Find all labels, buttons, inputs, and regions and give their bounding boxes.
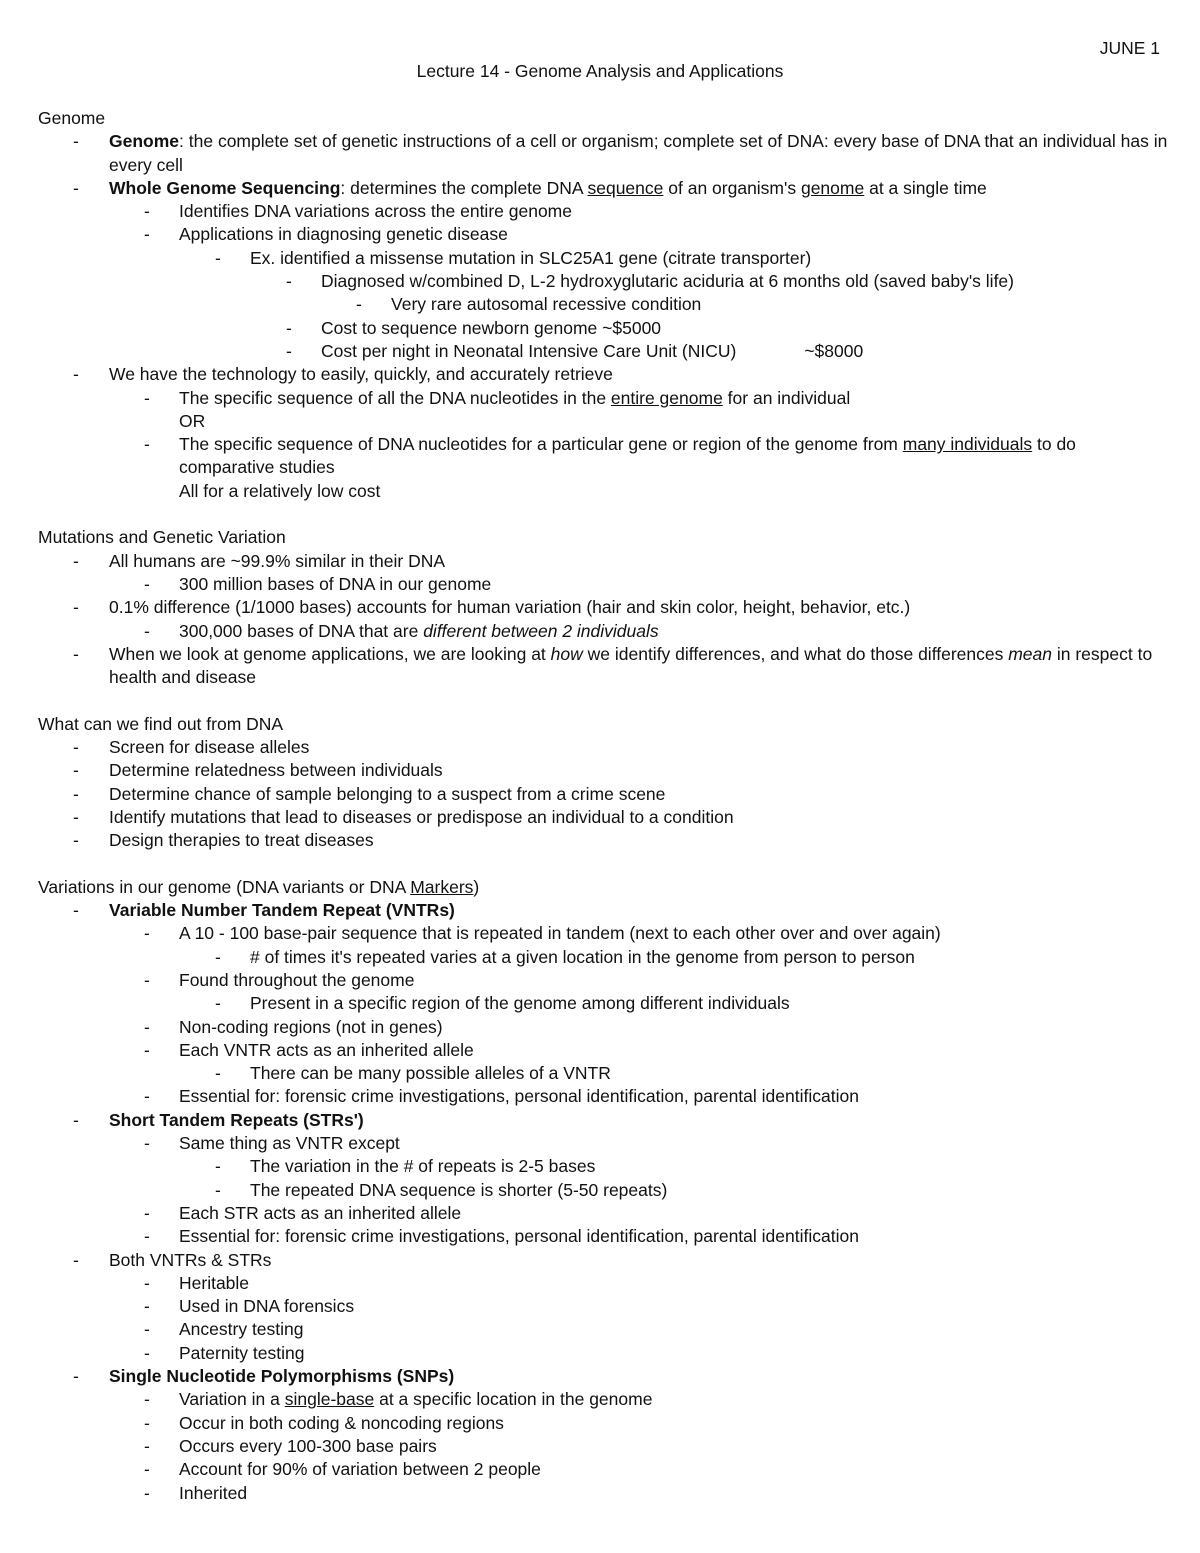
list-item: - 0.1% difference (1/1000 bases) accounts for human variation (hair and skin color, height, behavior, etc.) [73,597,911,618]
document-body [38,107,1168,1505]
list-item: - Occurs every 100-300 base pairs [144,1435,437,1456]
section-variations [38,876,1168,1505]
list-item: - The variation in the # of repeats is 2-5 bases [215,1156,596,1177]
section-genome [38,107,1168,503]
document-date: JUNE 1 [1099,38,1160,58]
list-item: - There can be many possible alleles of a VNTR [215,1063,611,1084]
list-item: - Non-coding regions (not in genes) [144,1016,443,1037]
section-mutations [38,526,1168,689]
list-item: - Identify mutations that lead to diseases or predispose an individual to a condition [73,806,734,827]
list-item: - The repeated DNA sequence is shorter (5-50 repeats) [215,1179,668,1200]
list-item: - Determine chance of sample belonging to a suspect from a crime scene [73,783,666,804]
list-item: - Both VNTRs & STRs [73,1249,272,1270]
list-item: - Found throughout the genome [144,969,415,990]
list-item: - All humans are ~99.9% similar in their DNA [73,550,446,571]
list-item: - Short Tandem Repeats (STRs') [73,1109,364,1130]
list-item: - Whole Genome Sequencing: determines the complete DNA sequence of an organism's genome at a single time [73,177,987,198]
document-title: Lecture 14 - Genome Analysis and Applications [416,61,784,81]
list-item: - Essential for: forensic crime investigations, personal identification, parental identification [144,1086,859,1107]
list-item: - Account for 90% of variation between 2 people [144,1459,541,1480]
list-item: - # of times it's repeated varies at a given location in the genome from person to person [215,946,915,967]
list-item: - Ancestry testing [144,1319,304,1340]
list-item: - Design therapies to treat diseases [73,830,374,851]
list-item: - We have the technology to easily, quickly, and accurately retrieve [73,364,613,385]
list-item: - Cost to sequence newborn genome ~$5000 [286,317,662,338]
list-item: - The specific sequence of DNA nucleotides for a particular gene or region of the genome from many individuals to do comparative studies [144,434,1076,478]
list-item: - Essential for: forensic crime investigations, personal identification, parental identification [144,1226,859,1247]
section-dna-uses [38,713,1168,853]
list-item: - When we look at genome applications, we are looking at how we identify differences, and what do those differences mean in respect to health and disease [73,643,1153,688]
list-item: - Applications in diagnosing genetic disease [144,224,508,245]
list-item: - Present in a specific region of the genome among different individuals [215,993,790,1014]
list-item: - A 10 - 100 base-pair sequence that is repeated in tandem (next to each other over and over again) [144,923,941,944]
list-item: - Single Nucleotide Polymorphisms (SNPs) [73,1366,455,1387]
list-item: - Inherited [144,1482,248,1503]
list-item: - Each VNTR acts as an inherited allele [144,1039,474,1060]
list-item: - Cost per night in Neonatal Intensive Care Unit (NICU) ~$8000 [286,340,864,361]
list-item: - Variation in a single-base at a specific location in the genome [144,1389,653,1410]
list-item: - Used in DNA forensics [144,1296,355,1317]
list-item: - Determine relatedness between individuals [73,760,443,781]
section-heading: Mutations and Genetic Variation [38,527,286,548]
list-item: - Diagnosed w/combined D, L-2 hydroxyglutaric aciduria at 6 months old (saved baby's life) [286,271,1014,292]
section-heading: Genome [38,108,106,128]
list-item: - Ex. identified a missense mutation in SLC25A1 gene (citrate transporter) [215,247,812,268]
list-item: - Very rare autosomal recessive condition [356,294,702,315]
list-text: OR [179,410,206,431]
list-item: - Heritable [144,1272,250,1293]
section-heading: Variations in our genome (DNA variants or DNA Markers) [38,876,480,897]
section-heading: What can we find out from DNA [38,713,284,734]
list-item: - 300,000 bases of DNA that are different between 2 individuals [144,620,659,641]
list-text: All for a relatively low cost [179,480,381,501]
list-item: - Identifies DNA variations across the entire genome [144,201,572,222]
list-item: - Each STR acts as an inherited allele [144,1202,462,1223]
list-item: - Paternity testing [144,1342,305,1363]
list-item: - Variable Number Tandem Repeat (VNTRs) [73,900,455,921]
list-item: - The specific sequence of all the DNA nucleotides in the entire genome for an individual [144,387,851,408]
list-item: - Occur in both coding & noncoding regions [144,1412,504,1433]
list-item: - Genome: the complete set of genetic instructions of a cell or organism; complete set of DNA: every base of DNA that an individual has in every cell [73,131,1168,175]
list-item: - Screen for disease alleles [73,737,310,758]
list-item: - 300 million bases of DNA in our genome [144,573,492,594]
list-item: - Same thing as VNTR except [144,1133,400,1154]
